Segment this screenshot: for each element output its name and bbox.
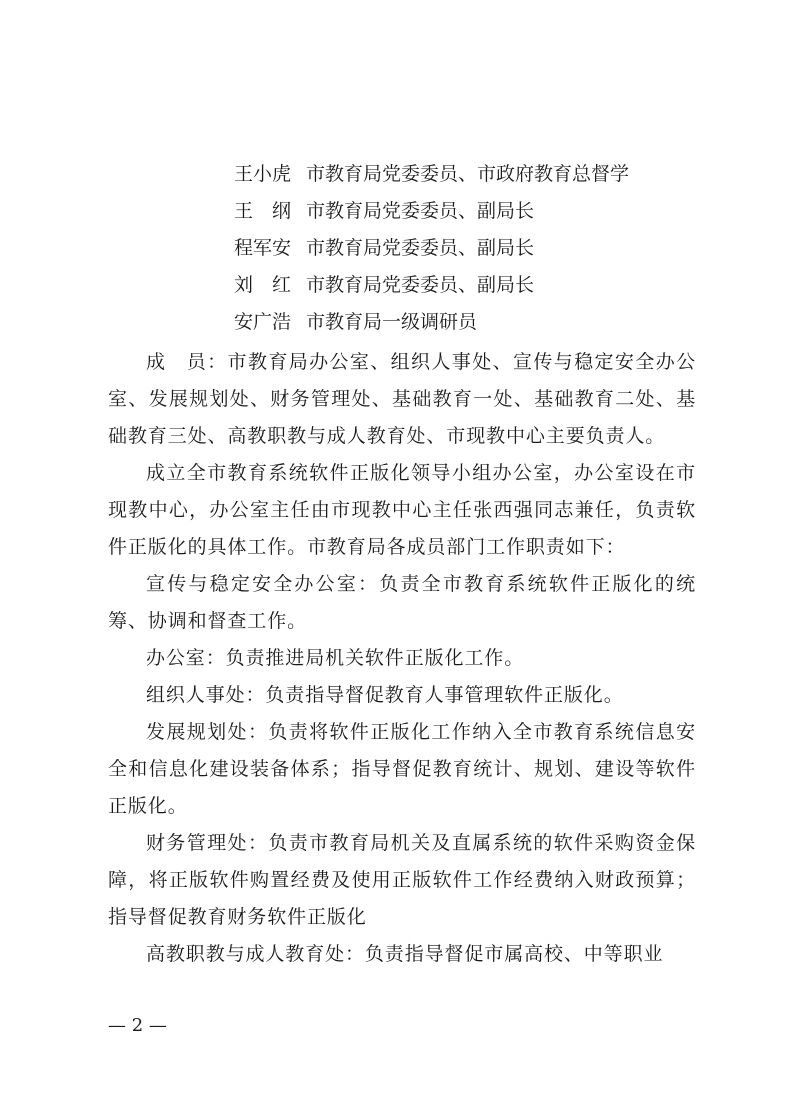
duty-paragraph-higher-education: 高教职教与成人教育处：负责指导督促市属高校、中等职业 <box>146 943 664 965</box>
duty-paragraph-publicity: 宣传与稳定安全办公室：负责全市教育系统软件正版化的统筹、协调和督查工作。 <box>108 573 696 632</box>
member-name: 安广浩 <box>234 311 292 333</box>
duty-paragraph-office: 办公室：负责推进局机关软件正版化工作。 <box>146 647 525 669</box>
member-name: 王小虎 <box>234 163 292 185</box>
member-title: 市教育局党委委员、副局长 <box>306 274 535 296</box>
document-body <box>108 344 696 973</box>
member-title: 市教育局党委委员、市政府教育总督学 <box>306 163 630 185</box>
duty-paragraph-planning: 发展规划处：负责将软件正版化工作纳入全市教育系统信息安全和信息化建设装备体系；指导督促教育统计、规划、建设等软件正版化。 <box>108 721 696 817</box>
member-title: 市教育局党委委员、副局长 <box>306 200 535 222</box>
member-row <box>234 234 714 271</box>
leadership-member-list <box>234 160 714 345</box>
member-title: 市教育局党委委员、副局长 <box>306 237 535 259</box>
office-setup-paragraph: 成立全市教育系统软件正版化领导小组办公室，办公室设在市现教中心，办公室主任由市现教中心主任张西强同志兼任，负责软件正版化的具体工作。市教育局各成员部门工作职责如下： <box>108 462 696 558</box>
member-name: 刘 红 <box>234 274 292 296</box>
duty-paragraph-personnel: 组织人事处：负责指导督促教育人事管理软件正版化。 <box>146 684 624 706</box>
duty-paragraph-finance: 财务管理处：负责市教育局机关及直属系统的软件采购资金保障，将正版软件购置经费及使用正版软件工作经费纳入财政预算；指导督促教育财务软件正版化 <box>108 832 696 928</box>
members-paragraph: 成 员：市教育局办公室、组织人事处、宣传与稳定安全办公室、发展规划处、财务管理处、基础教育一处、基础教育二处、基础教育三处、高教职教与成人教育处、市现教中心主要负责人。 <box>108 351 696 447</box>
member-title: 市教育局一级调研员 <box>306 311 478 333</box>
member-row <box>234 271 714 308</box>
member-name: 王 纲 <box>234 200 292 222</box>
page-number: — 2 — <box>108 1015 167 1036</box>
member-row <box>234 160 714 197</box>
member-name: 程军安 <box>234 237 292 259</box>
member-row <box>234 308 714 345</box>
member-row <box>234 197 714 234</box>
